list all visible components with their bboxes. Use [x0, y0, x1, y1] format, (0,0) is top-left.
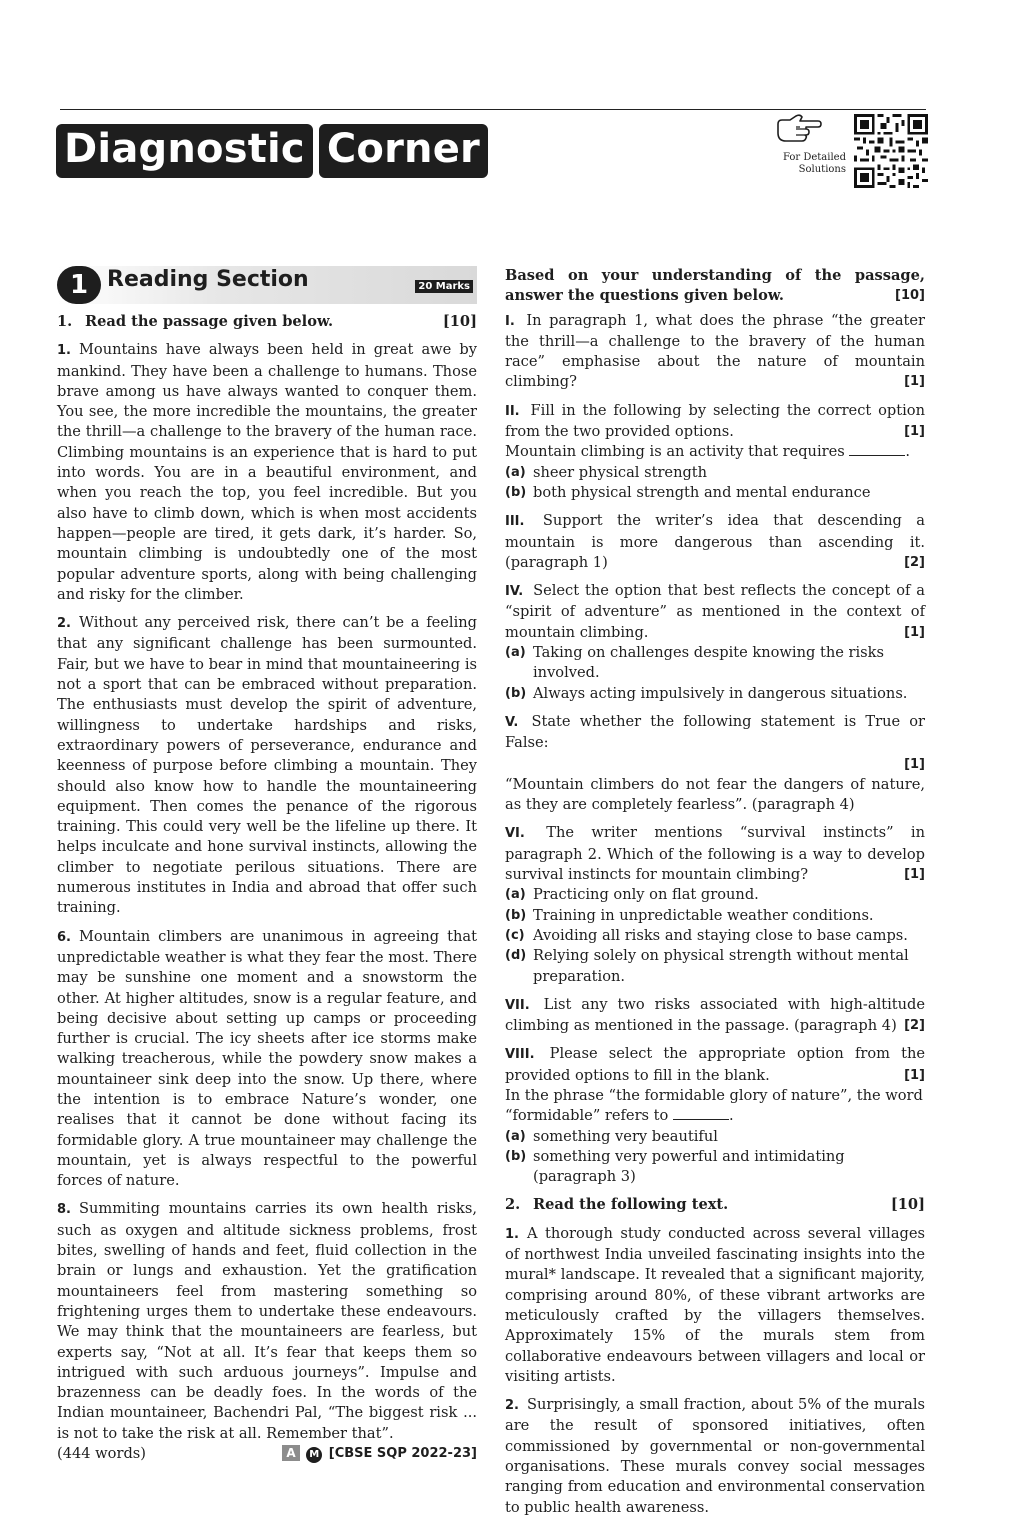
question-text: Read the passage given below.	[85, 313, 334, 330]
question-marks: [1]	[904, 624, 925, 640]
passage-paragraph	[505, 1395, 925, 1518]
question-item	[505, 712, 925, 815]
tag-m-badge: M	[306, 1447, 322, 1463]
qr-caption	[764, 152, 846, 176]
section-header	[57, 266, 477, 304]
option-label: (b)	[505, 685, 527, 701]
option-label: (b)	[505, 484, 527, 500]
questions-intro	[505, 266, 925, 307]
source-tags	[282, 1444, 477, 1464]
section-marks-badge: 20 Marks	[415, 280, 473, 293]
option-label: (a)	[505, 1128, 526, 1144]
question-marks: [10]	[890, 1196, 925, 1214]
passage-paragraph	[57, 1199, 477, 1444]
blank-line	[849, 442, 905, 456]
qr-caption-line-1: For Detailed	[782, 152, 846, 163]
question-number: 2.	[505, 1196, 521, 1214]
fill-in-sentence	[505, 1086, 925, 1127]
question-marks: [1]	[904, 756, 925, 772]
questions-intro-text: Based on your understanding of the passage, answer the questions given below.	[505, 267, 925, 305]
question-label: I.	[505, 313, 515, 329]
paragraph-number: 2.	[57, 616, 71, 632]
question-label: II.	[505, 403, 520, 419]
question-marks: [1]	[904, 867, 925, 883]
blank-line	[673, 1106, 729, 1120]
question-label: VII.	[505, 997, 530, 1013]
option-text: Always acting impulsively in dangerous situations.	[533, 684, 908, 702]
statement-quote: “Mountain climbers do not fear the dangers of nature, as they are completely fearless”. (paragraph 4)	[505, 775, 925, 814]
section-number: 1	[57, 266, 101, 304]
passage-paragraph	[505, 1224, 925, 1387]
question-marks: [1]	[904, 1067, 925, 1083]
question-item	[505, 511, 925, 573]
question-text: Read the following text.	[533, 1196, 729, 1214]
question-item	[505, 823, 925, 986]
page-title	[56, 124, 494, 178]
question-marks: [2]	[904, 1018, 925, 1034]
paragraph-number: 8.	[57, 1202, 71, 1218]
option[interactable]	[505, 885, 925, 905]
option-label: (d)	[505, 948, 527, 964]
option[interactable]	[505, 946, 925, 987]
passage-paragraph	[57, 927, 477, 1192]
question-label: III.	[505, 514, 525, 530]
paragraph-text: Mountain climbers are unanimous in agreeing that unpredictable weather is what they fear the most. There may be sunshine one moment and a snowstorm the other. At higher altitudes, snow is a regular feature, and being decisive about setting up camps or proceeding further is crucial. The icy sheets after ice storms make walking treacherous, while the powdery snow makes a mountaineer sink deep into the snow. Up there, where the intention is to embrace Nature’s wonder, one realises that it cannot be done without facing its formidable glory. A true mountaineer may challenge the mountain, yet is always respectful to the powerful forces of nature.	[57, 927, 477, 1190]
option[interactable]	[505, 463, 925, 483]
option-label: (a)	[505, 887, 526, 903]
passage-paragraph	[57, 613, 477, 918]
pointing-hand-icon	[776, 114, 822, 144]
option-label: (b)	[505, 907, 527, 923]
question-text: Fill in the following by selecting the correct option from the two provided options.	[505, 401, 925, 441]
question-item	[505, 995, 925, 1037]
question-marks: [1]	[904, 424, 925, 440]
question-marks: [10]	[442, 313, 477, 330]
paragraph-text: Summiting mountains carries its own health risks, such as oxygen and altitude sickness problems, frost bites, swelling of hands and feet, fluid collection in the brain or lungs and exhaustion. Yet the gratification mountaineers feel from mastering something so frightening urges them to undertake these endeavours. We may think that the mountaineers are fearless, but experts say, “Not at all. It’s fear that keeps them so intrigued with such arduous journeys”. Impulse and brazenness can be deadly foes. In the words of the Indian mountaineer, Bachendri Pal, “The biggest risk ... is not to take the risk at all. Remember that”.	[57, 1200, 477, 1442]
question-text: Support the writer’s idea that descending a mountain is more dangerous than ascending it. (paragraph 1)	[505, 512, 925, 571]
fill-in-text: In the phrase “the formidable glory of nature”, the word “formidable” refers to	[505, 1086, 923, 1125]
source-label: [CBSE SQP 2022-23]	[328, 1446, 477, 1462]
option-label: (c)	[505, 927, 525, 943]
fill-in-sentence	[505, 442, 925, 462]
question-marks-row	[505, 754, 925, 775]
top-rule	[60, 109, 926, 110]
question-text: Select the option that best reflects the concept of a “spirit of adventure” as mentioned in the context of mountain climbing.	[505, 582, 926, 641]
option[interactable]	[505, 906, 925, 926]
passage-paragraph	[57, 340, 477, 605]
fill-in-end: .	[905, 443, 911, 461]
option-text: something very powerful and intimidating (paragraph 3)	[533, 1147, 845, 1186]
option-label: (b)	[505, 1148, 527, 1164]
fill-in-end: .	[728, 1107, 734, 1125]
questions-intro-marks: [10]	[895, 288, 925, 304]
option-label: (a)	[505, 464, 526, 480]
question-text: Please select the appropriate option from the provided options to fill in the blank.	[505, 1045, 925, 1084]
paragraph-number: 6.	[57, 929, 71, 945]
question-text: List any two risks associated with high-altitude climbing as mentioned in the passage. (paragraph 4)	[505, 995, 926, 1035]
title-word-1: Diagnostic	[56, 124, 313, 178]
option-text: Avoiding all risks and staying close to base camps.	[533, 926, 908, 944]
word-count: (444 words)	[57, 1445, 146, 1463]
paragraph-text: Surprisingly, a small fraction, about 5% of the murals are the result of sponsored initiatives, often commissioned by governmental or non-governmental organisations. These murals convey social messages ranging from education and environmental conservation to public health awareness.	[505, 1396, 925, 1516]
option[interactable]	[505, 1147, 925, 1188]
question-item	[505, 401, 925, 503]
question-item	[505, 581, 925, 704]
qr-code-icon[interactable]	[854, 114, 928, 188]
option-text: Relying solely on physical strength without mental preparation.	[533, 947, 909, 985]
right-column	[505, 266, 925, 1526]
source-line	[57, 1444, 477, 1464]
option-text: both physical strength and mental endurance	[533, 483, 871, 501]
question-text: In paragraph 1, what does the phrase “the greater the thrill—a challenge to the bravery of the human race” emphasise about the nature of mountain climbing?	[505, 311, 926, 391]
question-text: The writer mentions “survival instincts” in paragraph 2. Which of the following is a way to develop survival instincts for mountain climbing?	[505, 824, 925, 884]
question-1-heading	[57, 312, 477, 332]
option-text: Training in unpredictable weather conditions.	[533, 906, 874, 924]
paragraph-number: 2.	[505, 1398, 519, 1414]
option-text: Practicing only on flat ground.	[533, 886, 759, 904]
question-text: State whether the following statement is True or False:	[505, 712, 926, 752]
question-label: VIII.	[505, 1047, 535, 1063]
question-label: IV.	[505, 584, 524, 600]
left-column	[57, 266, 477, 1464]
option[interactable]	[505, 643, 925, 684]
tag-a-badge: A	[282, 1445, 299, 1461]
paragraph-text: Mountains have always been held in great awe by mankind. They have been a challenge to humans. Those brave among us have always wanted to conquer them. You see, the more incredible the mountains, the greater the thrill—a challenge to the bravery of the human race. Climbing mountains is an experience that is hard to put into words. You are in a beautiful environment, and when you reach the top, you feel incredible. But you also have to climb down, which is when most accidents happen—people are tired, it gets dark, it’s harder. So, mountain climbing is undoubtedly one of the most popular adventure sports, along with being challenging and risky for the climber.	[57, 341, 477, 603]
option-label: (a)	[505, 645, 526, 661]
question-2-heading	[505, 1195, 925, 1215]
option[interactable]	[505, 483, 925, 503]
paragraph-text: A thorough study conducted across several villages of northwest India unveiled fascinating insights into the mural* landscape. It revealed that a significant majority, comprising around 80%, of these vibrant artworks are meticulously crafted by the villagers themselves. Approximately 15% of the murals stem from collaborative endeavours between villagers and local or visiting artists.	[505, 1224, 925, 1385]
paragraph-number: 1.	[57, 343, 71, 359]
title-word-2: Corner	[319, 124, 488, 178]
fill-in-text: Mountain climbing is an activity that requires	[505, 443, 845, 461]
question-label: V.	[505, 714, 519, 730]
qr-block[interactable]	[764, 114, 924, 188]
option-text: sheer physical strength	[533, 463, 708, 481]
option[interactable]	[505, 684, 925, 704]
option-text: something very beautiful	[533, 1127, 718, 1145]
paragraph-text: Without any perceived risk, there can’t be a feeling that any significant challenge has been surmounted. Fair, but we have to bear in mind that mountaineering is not a sport that can be embraced without preparation. The enthusiasts must develop the spirit of adventure, willingness to undertake hardships and risks, extraordinary powers of perseverance, endurance and keenness of purpose before climbing a mountain. They should also know how to handle the mountaineering equipment. Then comes the penance of the rigorous training. This could very well be the lifeline up there. It helps inculcate and hone survival instincts, allowing the climber to negotiate perilous situations. There are numerous institutes in India and abroad that offer such training.	[57, 614, 477, 917]
option[interactable]	[505, 1127, 925, 1147]
question-label: VI.	[505, 826, 525, 842]
question-item	[505, 311, 925, 393]
qr-caption-line-2: Solutions	[798, 164, 846, 175]
section-title: Reading Section	[107, 267, 309, 292]
question-number: 1.	[57, 313, 73, 330]
paragraph-number: 1.	[505, 1226, 519, 1242]
question-item	[505, 1044, 925, 1187]
option[interactable]	[505, 926, 925, 946]
question-marks: [1]	[904, 374, 925, 390]
option-text: Taking on challenges despite knowing the risks involved.	[533, 644, 884, 682]
question-marks: [2]	[904, 554, 925, 570]
